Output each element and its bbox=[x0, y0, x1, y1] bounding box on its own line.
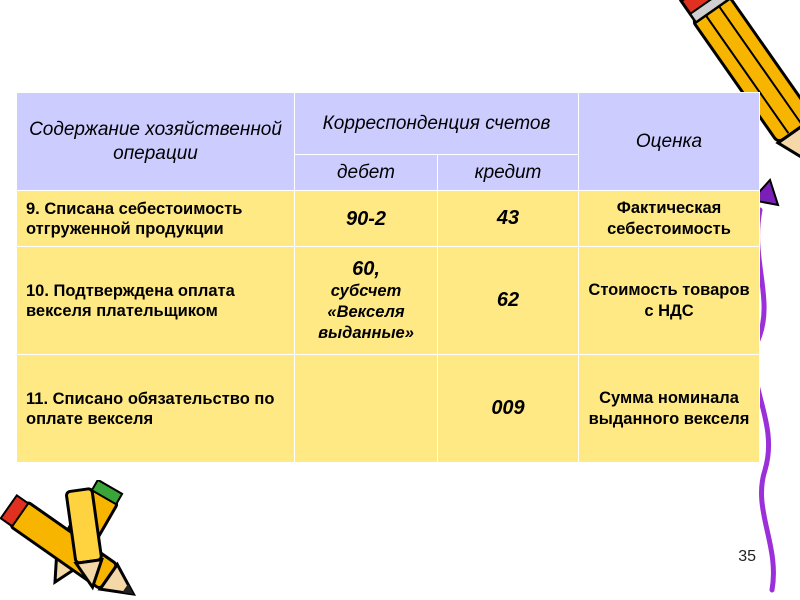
row-debit bbox=[295, 247, 438, 355]
operations-table bbox=[16, 92, 760, 463]
table-row bbox=[17, 247, 760, 355]
row-evaluation: Фактическая себестоимость bbox=[579, 191, 760, 247]
debit-account: 60, bbox=[352, 258, 380, 280]
row-evaluation: Сумма номинала выданного векселя bbox=[579, 355, 760, 463]
row-debit bbox=[295, 191, 438, 247]
debit-subaccount-note: субсчет «Векселя выданные» bbox=[318, 282, 414, 342]
header-evaluation: Оценка bbox=[579, 93, 760, 191]
row-debit bbox=[295, 355, 438, 463]
header-credit: кредит bbox=[438, 155, 579, 191]
row-credit: 62 bbox=[438, 247, 579, 355]
row-credit: 43 bbox=[438, 191, 579, 247]
pencil-clipart-bottom-left bbox=[0, 480, 170, 600]
row-credit: 009 bbox=[438, 355, 579, 463]
table-row bbox=[17, 191, 760, 247]
table-row bbox=[17, 355, 760, 463]
header-debit: дебет bbox=[295, 155, 438, 191]
row-evaluation: Стоимость товаров с НДС bbox=[579, 247, 760, 355]
debit-account: 90-2 bbox=[345, 207, 387, 230]
header-content: Содержание хозяйственной операции bbox=[17, 93, 295, 191]
page-number: 35 bbox=[738, 548, 756, 565]
row-description: 10. Подтверждена оплата векселя плательщиком bbox=[17, 247, 295, 355]
header-correspondence: Корреспонденция счетов bbox=[295, 93, 579, 155]
row-description: 11. Списано обязательство по оплате векселя bbox=[17, 355, 295, 463]
row-description: 9. Списана себестоимость отгруженной продукции bbox=[17, 191, 295, 247]
